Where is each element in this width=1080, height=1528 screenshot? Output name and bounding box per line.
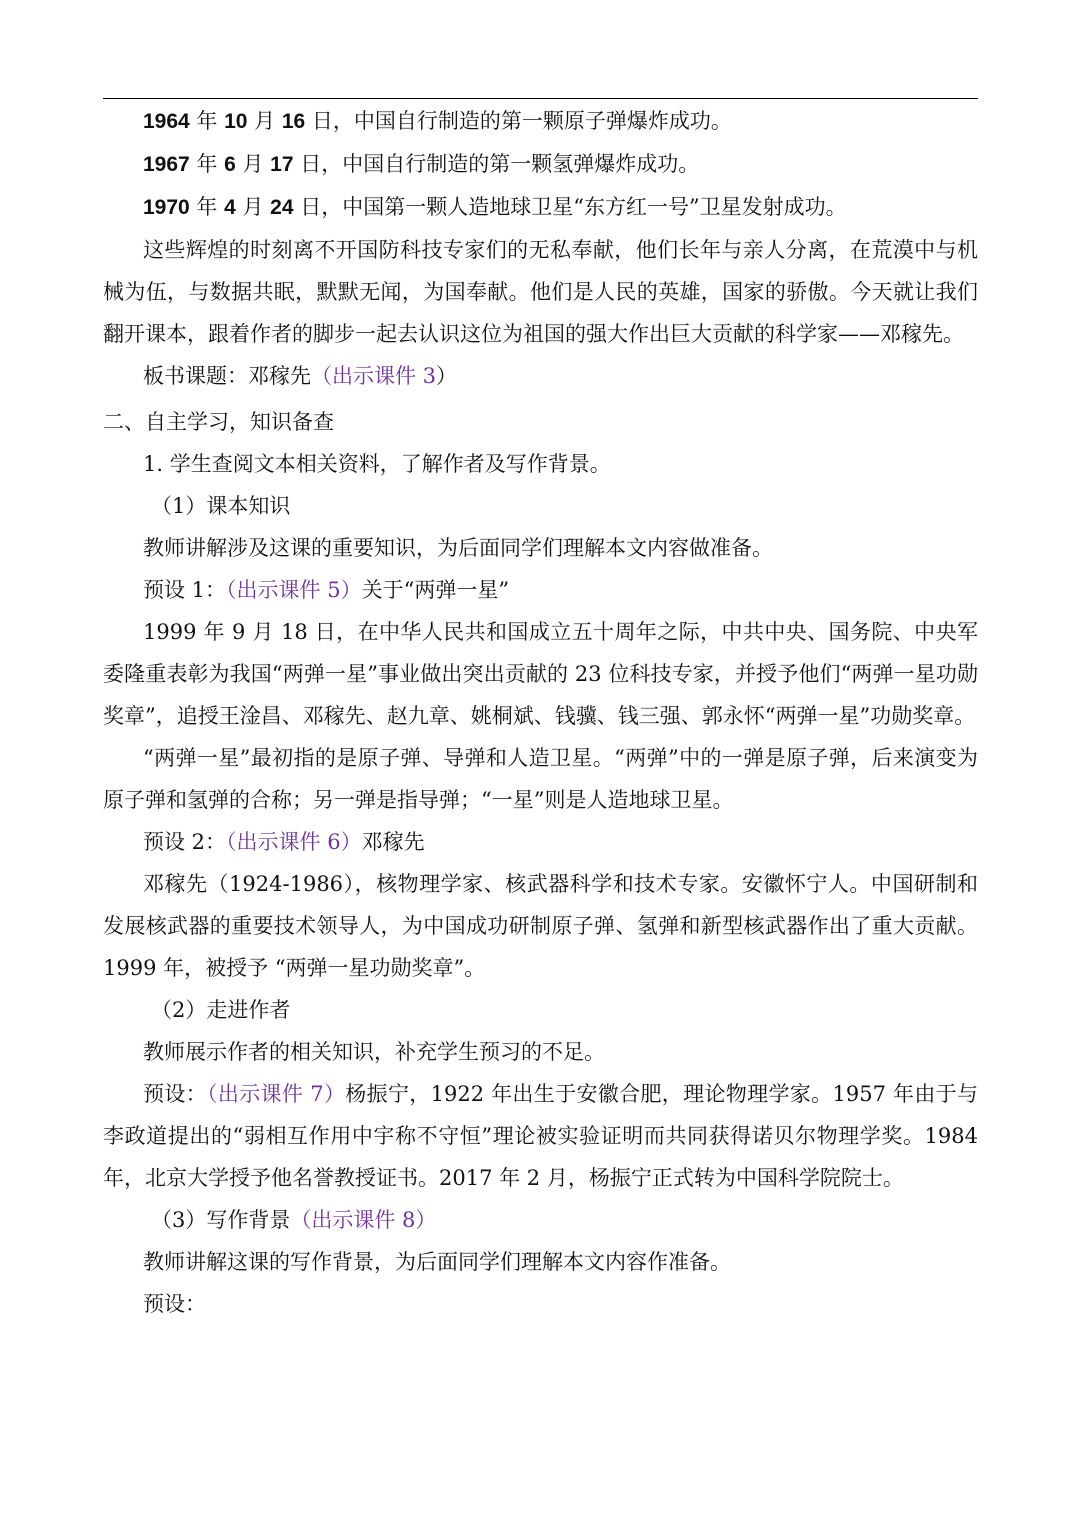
sub-3-teacher-note: 教师讲解这课的写作背景，为后面同学们理解本文内容作准备。 (143, 1250, 731, 1274)
yang-paragraph (103, 1073, 978, 1199)
month: 10 (224, 110, 248, 133)
section-two-heading: 二、自主学习，知识备查 (103, 410, 334, 434)
courseware-close-paren: ） (436, 364, 458, 388)
board-title-text: 板书课题：邓稼先 (143, 364, 311, 388)
year: 1967 (143, 153, 190, 176)
preset-2-line (103, 821, 978, 863)
yang-bio: 杨振宁，1922 年出生于安徽合肥，理论物理学家。1957 年由于与李政道提出的“弱相互作用中宇称不守恒”理论被实验证明而共同获得诺贝尔物理学奖。1984 年，北京大学授予他名誉教授证书。2017 年 2 月，杨振宁正式转为中国科学院院士。 (103, 1082, 978, 1190)
header-rule (103, 98, 978, 99)
sub-2-heading: （2）走进作者 (151, 998, 291, 1022)
month-unit: 月 (254, 109, 276, 133)
courseware-ref: （出示课件 7） (207, 1082, 346, 1106)
date-line-1970 (103, 186, 978, 229)
preset-label: 预设 2： (143, 830, 227, 854)
day: 16 (281, 110, 306, 133)
deng-paragraph: 邓稼先（1924-1986），核物理学家、核武器科学和技术专家。安徽怀宁人。中国研制和发展核武器的重要技术领导人，为中国成功研制原子弹、氢弹和新型核武器作出了重大贡献。1999 年，被授予 “两弹一星功勋奖章”。 (103, 872, 978, 980)
board-title-line (103, 355, 978, 397)
date-event: ，中国自行制造的第一颗氢弹爆炸成功。 (321, 152, 700, 176)
date-line-1967 (103, 143, 978, 186)
preset-topic: 关于“两弹一星” (361, 578, 510, 602)
year-unit: 年 (196, 109, 218, 133)
date-event: ，中国自行制造的第一颗原子弹爆炸成功。 (332, 109, 732, 133)
definition-paragraph: “两弹一星”最初指的是原子弹、导弹和人造卫星。“两弹”中的一弹是原子弹，后来演变为原子弹和氢弹的合称；另一弹是指导弹；“一星”则是人造地球卫星。 (103, 746, 978, 812)
courseware-ref: （出示课件 6） (226, 830, 362, 854)
month-unit: 月 (242, 195, 264, 219)
day: 24 (270, 196, 294, 219)
sub-3-title: （3）写作背景 (151, 1208, 291, 1232)
day-unit: 日 (300, 152, 322, 176)
year: 1970 (143, 196, 190, 219)
preset-label: 预设 1： (143, 578, 227, 602)
year: 1964 (143, 110, 190, 133)
date-event: ，中国第一颗人造地球卫星“东方红一号”卫星发射成功。 (321, 195, 847, 219)
intro-paragraph: 这些辉煌的时刻离不开国防科技专家们的无私奉献，他们长年与亲人分离，在荒漠中与机械为伍，与数据共眠，默默无闻，为国奉献。他们是人民的英雄，国家的骄傲。今天就让我们翻开课本，跟着作者的脚步一起去认识这位为祖国的强大作出巨大贡献的科学家——邓稼先。 (103, 238, 978, 346)
courseware-ref: （出示课件 8） (290, 1208, 437, 1232)
month-unit: 月 (242, 152, 264, 176)
item-1: 1. 学生查阅文本相关资料，了解作者及写作背景。 (143, 452, 611, 476)
date-line-1964 (103, 100, 978, 143)
sub-3-preset-label: 预设： (143, 1292, 206, 1316)
preset-label: 预设： (143, 1082, 208, 1106)
day: 17 (270, 153, 294, 176)
preset-1-line (103, 569, 978, 611)
sub-3-heading (103, 1199, 978, 1241)
sub-1-teacher-note: 教师讲解涉及这课的重要知识，为后面同学们理解本文内容做准备。 (143, 536, 773, 560)
sub-2-teacher-note: 教师展示作者的相关知识，补充学生预习的不足。 (143, 1040, 605, 1064)
year-unit: 年 (196, 152, 218, 176)
document-body (103, 100, 978, 1325)
day-unit: 日 (311, 109, 333, 133)
award-paragraph: 1999 年 9 月 18 日，在中华人民共和国成立五十周年之际，中共中央、国务院、中央军委隆重表彰为我国“两弹一星”事业做出突出贡献的 23 位科技专家，并授予他们“两弹一星功勋奖章”，追授王淦昌、邓稼先、赵九章、姚桐斌、钱骥、钱三强、郭永怀“两弹一星”功勋奖章。 (103, 620, 978, 728)
preset-topic: 邓稼先 (361, 830, 425, 854)
courseware-ref: （出示课件 5） (226, 578, 362, 602)
sub-1-heading: （1）课本知识 (151, 494, 291, 518)
month: 4 (224, 196, 236, 219)
day-unit: 日 (300, 195, 322, 219)
month: 6 (224, 153, 236, 176)
year-unit: 年 (196, 195, 218, 219)
courseware-open-paren: （ (311, 364, 332, 388)
courseware-ref: 出示课件 3 (332, 364, 437, 388)
